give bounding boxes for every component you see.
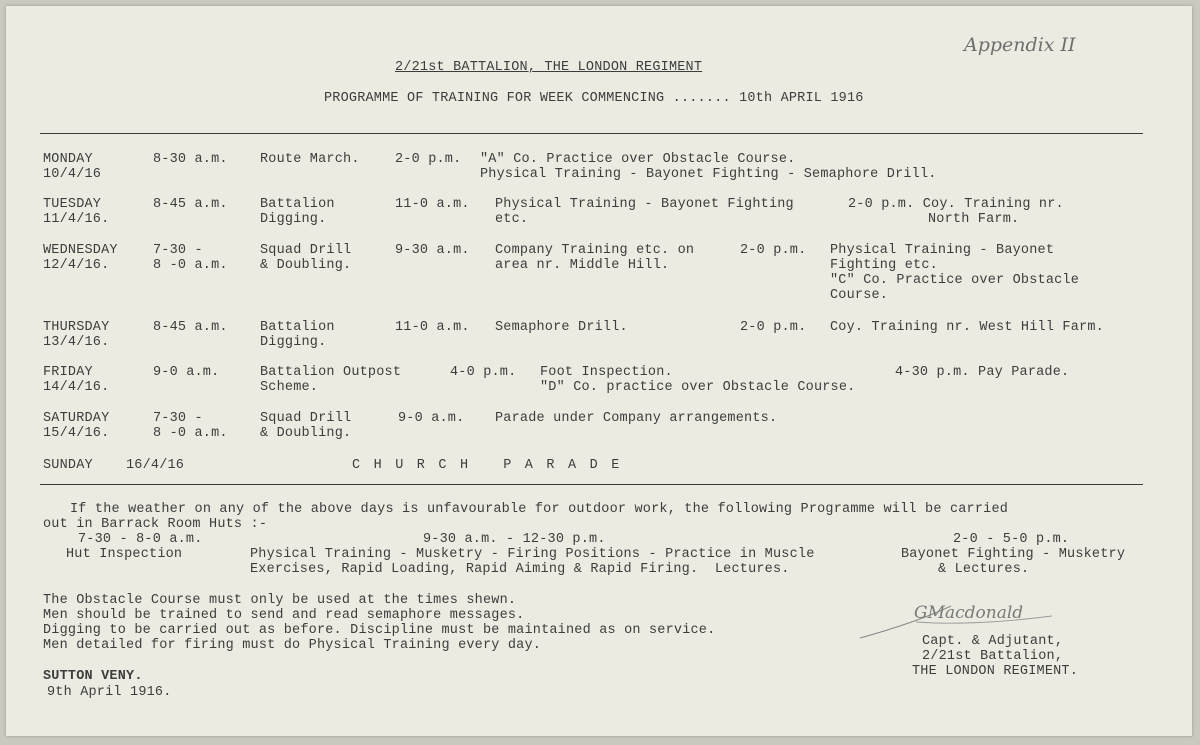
day-date: 11/4/16. (43, 212, 110, 227)
activity: Squad Drill (260, 411, 352, 426)
programme-title: PROGRAMME OF TRAINING FOR WEEK COMMENCING ....... 10th APRIL 1916 (324, 91, 864, 106)
activity: Squad Drill (260, 243, 352, 258)
day-time: 8-30 a.m. (153, 152, 228, 167)
unit-title: 2/21st BATTALION, THE LONDON REGIMENT (395, 60, 703, 75)
weather-activity: & Lectures. (938, 562, 1030, 577)
activity-time: 9-0 a.m. (398, 411, 465, 426)
day-time: 7-30 - (153, 243, 203, 258)
activity: Battalion Outpost (260, 365, 402, 380)
top-rule (40, 133, 1143, 134)
day-date: 15/4/16. (43, 426, 110, 441)
weather-line: out in Barrack Room Huts :- (43, 517, 268, 532)
activity: Digging. (260, 335, 327, 350)
activity: Route March. (260, 152, 360, 167)
day-time: 8 -0 a.m. (153, 426, 228, 441)
activity: Digging. (260, 212, 327, 227)
signatory-line: 2/21st Battalion, (922, 649, 1064, 664)
day-name: FRIDAY (43, 365, 93, 380)
middle-rule (40, 484, 1143, 485)
weather-time: 9-30 a.m. - 12-30 p.m. (423, 532, 606, 547)
weather-time: 7-30 - 8-0 a.m. (78, 532, 203, 547)
activity: Coy. Training nr. West Hill Farm. (830, 320, 1104, 335)
day-time: 9-0 a.m. (153, 365, 220, 380)
note-line: The Obstacle Course must only be used at the times shewn. (43, 593, 517, 608)
activity: Physical Training - Bayonet Fighting - Semaphore Drill. (480, 167, 937, 182)
activity: Semaphore Drill. (495, 320, 628, 335)
day-time: 8-45 a.m. (153, 197, 228, 212)
activity-time: 2-0 p.m. (740, 243, 807, 258)
document-sheet (6, 6, 1192, 736)
day-name: THURSDAY (43, 320, 110, 335)
note-line: Men detailed for firing must do Physical Training every day. (43, 638, 542, 653)
activity: 4-30 p.m. Pay Parade. (895, 365, 1070, 380)
activity: & Doubling. (260, 426, 352, 441)
weather-activity: Bayonet Fighting - Musketry (901, 547, 1126, 562)
weather-time: 2-0 - 5-0 p.m. (953, 532, 1070, 547)
day-date: 13/4/16. (43, 335, 110, 350)
activity-time: 11-0 a.m. (395, 320, 470, 335)
day-name: SATURDAY (43, 411, 110, 426)
signatory-line: THE LONDON REGIMENT. (912, 664, 1079, 679)
day-date: 10/4/16 (43, 167, 102, 182)
weather-activity: Hut Inspection (66, 547, 183, 562)
activity: Battalion (260, 320, 335, 335)
activity: "A" Co. Practice over Obstacle Course. (480, 152, 796, 167)
day-date: 16/4/16 (126, 458, 185, 473)
activity: "D" Co. practice over Obstacle Course. (540, 380, 856, 395)
day-name: TUESDAY (43, 197, 102, 212)
activity: Scheme. (260, 380, 319, 395)
activity-time: 9-30 a.m. (395, 243, 470, 258)
activity-time: 2-0 p.m. (740, 320, 807, 335)
day-name: MONDAY (43, 152, 93, 167)
activity: Fighting etc. (830, 258, 938, 273)
day-time: 8 -0 a.m. (153, 258, 228, 273)
activity: Physical Training - Bayonet Fighting (495, 197, 794, 212)
activity: "C" Co. Practice over Obstacle (830, 273, 1080, 288)
activity: Course. (830, 288, 889, 303)
day-time: 7-30 - (153, 411, 203, 426)
activity: Physical Training - Bayonet (830, 243, 1055, 258)
weather-activity: Physical Training - Musketry - Firing Positions - Practice in Muscle (250, 547, 815, 562)
activity: etc. (495, 212, 529, 227)
date-line: 9th April 1916. (47, 685, 172, 700)
activity-time: 2-0 p.m. (395, 152, 462, 167)
signatory-line: Capt. & Adjutant, (922, 634, 1064, 649)
note-line: Digging to be carried out as before. Discipline must be maintained as on service. (43, 623, 716, 638)
activity: North Farm. (928, 212, 1020, 227)
day-date: 12/4/16. (43, 258, 110, 273)
activity: & Doubling. (260, 258, 352, 273)
weather-activity: Exercises, Rapid Loading, Rapid Aiming & Rapid Firing. Lectures. (250, 562, 790, 577)
activity: Foot Inspection. (540, 365, 673, 380)
appendix-annotation: Appendix II (964, 34, 1076, 56)
place-line: SUTTON VENY. (43, 669, 143, 684)
activity: Company Training etc. on (495, 243, 695, 258)
activity: area nr. Middle Hill. (495, 258, 670, 273)
day-date: 14/4/16. (43, 380, 110, 395)
day-time: 8-45 a.m. (153, 320, 228, 335)
activity: Battalion (260, 197, 335, 212)
weather-line: If the weather on any of the above days is unfavourable for outdoor work, the following Programme will be carried (70, 502, 1009, 517)
signature-text: GMacdonald (914, 603, 1024, 623)
activity-time: 11-0 a.m. (395, 197, 470, 212)
activity: 2-0 p.m. Coy. Training nr. (848, 197, 1064, 212)
church-parade: CHURCH PARADE (352, 458, 633, 473)
activity-time: 4-0 p.m. (450, 365, 517, 380)
note-line: Men should be trained to send and read semaphore messages. (43, 608, 525, 623)
day-name: SUNDAY (43, 458, 93, 473)
activity: Parade under Company arrangements. (495, 411, 778, 426)
day-name: WEDNESDAY (43, 243, 118, 258)
